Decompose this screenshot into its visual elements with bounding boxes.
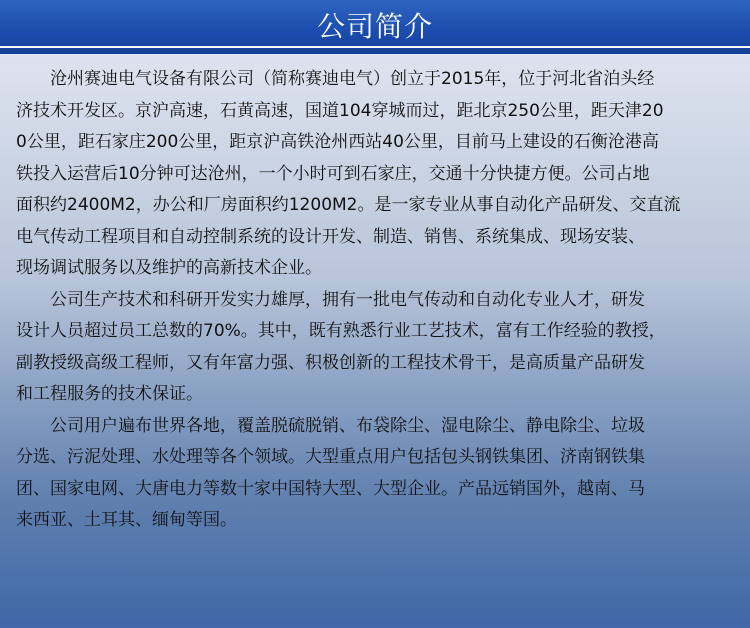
company-intro-text	[16, 64, 738, 537]
paragraph-2	[16, 285, 738, 411]
text-line: 来西亚、土耳其、缅甸等国。	[16, 510, 237, 530]
text-line: 团、国家电网、大唐电力等数十家中国特大型、大型企业。产品远销国外，越南、马	[16, 478, 645, 499]
text-line: 设计人员超过员工总数的70%。其中，既有熟悉行业工艺技术，富有工作经验的教授，	[16, 321, 666, 341]
text-line: 面积约2400M2，办公和厂房面积约1200M2。是一家专业从事自动化产品研发、交直流	[16, 195, 681, 215]
text-line: 和工程服务的技术保证。	[16, 384, 203, 404]
text-line: 电气传动工程项目和自动控制系统的设计开发、制造、销售、系统集成、现场安装、	[16, 226, 645, 247]
text-line: 公司用户遍布世界各地，覆盖脱硫脱销、布袋除尘、湿电除尘、静电除尘、垃圾	[50, 415, 645, 436]
text-line: 济技术开发区。京沪高速，石黄高速，国道104穿城而过，距北京250公里，距天津20	[16, 100, 664, 121]
text-line: 分选、污泥处理、水处理等各个领域。大型重点用户包括包头钢铁集团、济南钢铁集	[16, 447, 645, 467]
page-title: 公司简介	[316, 10, 433, 43]
paragraph-1	[16, 64, 738, 285]
text-line: 铁投入运营后10分钟可达沧州，一个小时可到石家庄，交通十分快捷方便。公司占地	[16, 163, 650, 184]
text-line: 副教授级高级工程师，又有年富力强、积极创新的工程技术骨干，是高质量产品研发	[16, 352, 645, 373]
text-line: 沧州赛迪电气设备有限公司（简称赛迪电气）创立于2015年，位于河北省泊头经	[50, 69, 655, 89]
title-banner	[0, 0, 750, 54]
text-line: 现场调试服务以及维护的高新技术企业。	[16, 258, 322, 278]
text-line: 公司生产技术和科研开发实力雄厚，拥有一批电气传动和自动化专业人才，研发	[50, 289, 645, 310]
paragraph-3	[16, 411, 738, 537]
text-line: 0公里，距石家庄200公里，距京沪高铁沧州西站40公里，目前马上建设的石衡沧港高	[16, 132, 659, 152]
